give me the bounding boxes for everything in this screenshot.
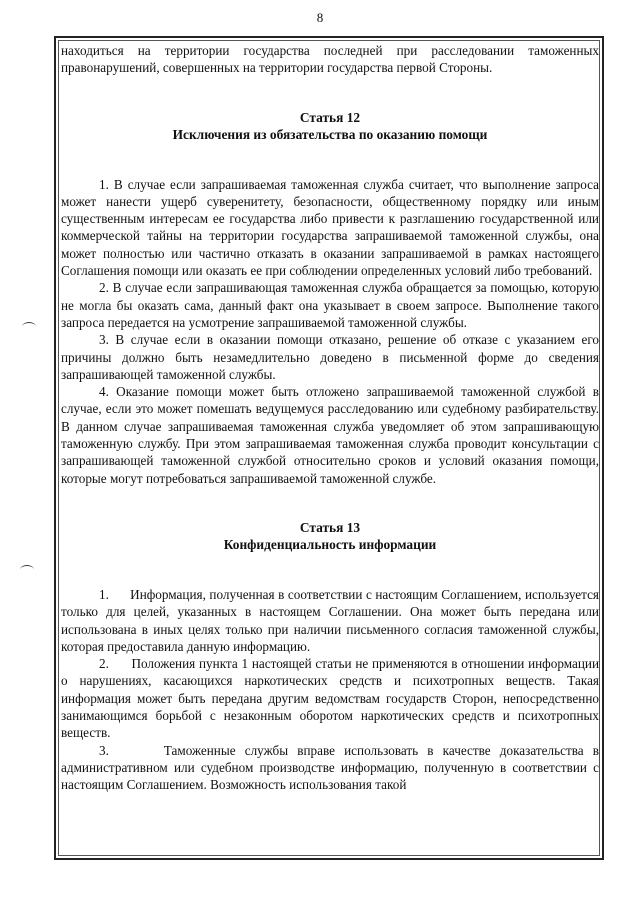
article-12-subtitle: Исключения из обязательства по оказанию помощи bbox=[172, 127, 488, 143]
article-12-title: Статья 12 bbox=[299, 109, 361, 125]
spacer bbox=[61, 487, 599, 519]
intro-paragraph: находиться на территории государства последней при расследовании таможенных правонарушений, совершенных на территории государства первой Стороны. bbox=[61, 43, 599, 76]
margin-mark-upper bbox=[22, 322, 36, 331]
article-12-paragraph-1: 1. В случае если запрашиваемая таможенная служба считает, что выполнение запроса может нанести ущерб суверенитету, безопасности, общественному порядку или иным существенным интересам ее государства либо привести к разглашению государственной или коммерческой тайны на территории государства запрашиваемой таможенной службы, она может полностью или частично отказать в оказании запрашиваемой в рамках настоящего Соглашения помощи или оказать ее при соблюдении определенных условий либо требований. bbox=[61, 176, 599, 279]
article-12-paragraph-4: 4. Оказание помощи может быть отложено запрашиваемой таможенной службой в случае, если это может помешать ведущемуся расследованию или судебному разбирательству. В данном случае запрашиваемая таможенная служба уведомляет об этом запрашивающую таможенную службу. При этом запрашиваемая таможенная служба проводит консультации с запрашивающей таможенной службой относительно сроков и условий оказания помощи, которые могут потребоваться запрашиваемой таможенной службе. bbox=[61, 384, 599, 486]
spacer bbox=[61, 144, 599, 176]
spacer bbox=[61, 554, 599, 586]
margin-mark-lower bbox=[20, 565, 34, 574]
document-body bbox=[61, 42, 603, 794]
article-13-subtitle: Конфиденциальность информации bbox=[223, 537, 437, 553]
article-12-paragraph-2: 2. В случае если запрашивающая таможенная служба обращается за помощью, которую не могла бы оказать сама, данный факт она указывает в своем запросе. Выполнение такого запроса передается на усмотрение запрашиваемой таможенной службы. bbox=[61, 280, 599, 330]
page-number: 8 bbox=[316, 10, 324, 25]
article-13-title: Статья 13 bbox=[299, 519, 361, 535]
article-13-paragraph-3: 3. Таможенные службы вправе использовать в качестве доказательства в административном или судебном производстве информацию, полученную в соответствии с настоящим Соглашением. Возможность использования такой bbox=[61, 742, 603, 793]
article-12-paragraph-3: 3. В случае если в оказании помощи отказано, решение об отказе с указанием его причины должно быть незамедлительно доведено в письменной форме до сведения запрашивающей таможенной службы. bbox=[61, 332, 599, 382]
article-13-paragraph-1: 1. Информация, полученная в соответствии с настоящим Соглашением, используется только для целей, указанных в настоящем Соглашении. Она может быть передана или использована в иных целях только при наличии письменного согласия таможенной службы, которая предоставила данную информацию. bbox=[61, 586, 603, 654]
article-13-paragraph-2: 2. Положения пункта 1 настоящей статьи не применяются в отношении информации о нарушениях, касающихся наркотических средств и психотропных веществ. Такая информация может быть передана другим ведомствам государств Сторон, непосредственно занимающимся борьбой с незаконным оборотом наркотических средств и психотропных веществ. bbox=[61, 656, 603, 741]
spacer bbox=[61, 77, 599, 109]
document-frame bbox=[54, 36, 604, 860]
